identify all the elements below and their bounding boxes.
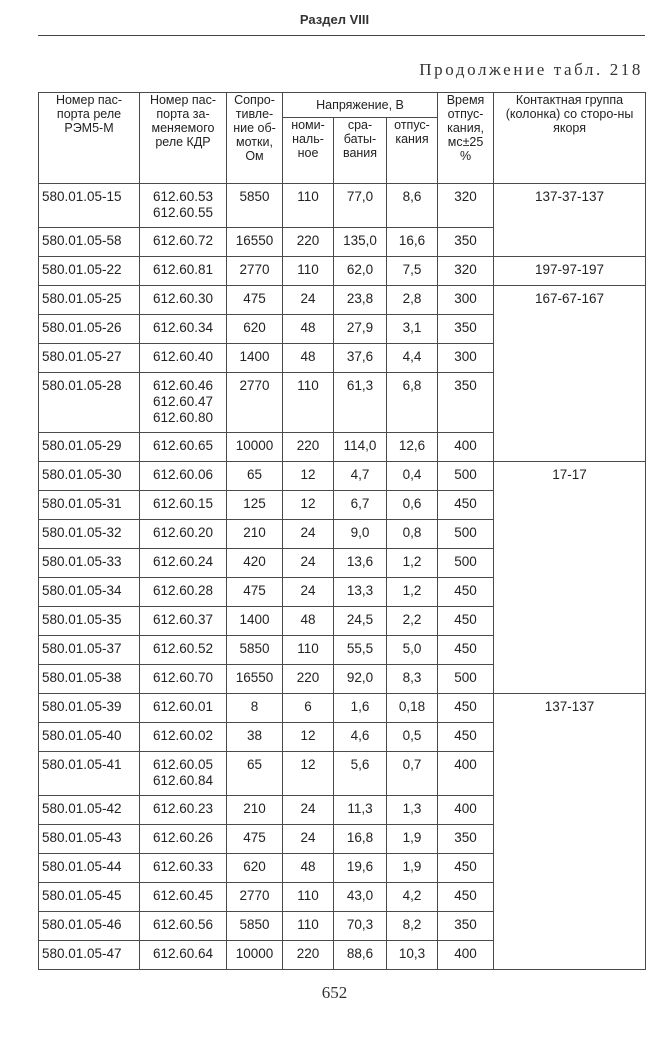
passport-kdr-value: 612.60.40 xyxy=(152,349,214,364)
release-time-cell: 450 xyxy=(438,723,494,752)
release-time-cell: 450 xyxy=(438,636,494,665)
voltage-release-cell: 1,2 xyxy=(387,549,438,578)
voltage-trigger-cell: 23,8 xyxy=(334,286,387,315)
release-time-cell: 300 xyxy=(438,344,494,373)
passport-kdr-cell xyxy=(140,694,227,723)
passport-kdr-cell xyxy=(140,854,227,883)
header-voltage-release: отпус-кания xyxy=(387,118,438,184)
voltage-nominal-cell: 48 xyxy=(283,344,334,373)
table-body xyxy=(39,184,646,970)
voltage-release-cell: 8,3 xyxy=(387,665,438,694)
voltage-nominal-cell: 24 xyxy=(283,578,334,607)
release-time-cell: 450 xyxy=(438,854,494,883)
passport-rem-cell: 580.01.05-29 xyxy=(39,433,140,462)
voltage-nominal-cell: 110 xyxy=(283,636,334,665)
resistance-cell: 65 xyxy=(227,462,283,491)
voltage-release-cell: 4,4 xyxy=(387,344,438,373)
voltage-release-cell: 0,8 xyxy=(387,520,438,549)
voltage-trigger-cell: 43,0 xyxy=(334,883,387,912)
header-contact-group: Контактная группа (колонка) со сторо-ны якоря xyxy=(494,93,646,184)
section-title: Раздел VIII xyxy=(299,12,370,27)
resistance-cell: 475 xyxy=(227,578,283,607)
release-time-cell: 400 xyxy=(438,433,494,462)
release-time-cell: 450 xyxy=(438,578,494,607)
voltage-nominal-cell: 220 xyxy=(283,228,334,257)
passport-kdr-value: 612.60.65 xyxy=(152,438,214,453)
contact-group-cell: 137-37-137 xyxy=(494,184,646,257)
contact-group-cell: 17-17 xyxy=(494,462,646,694)
contact-group-cell: 167-67-167 xyxy=(494,286,646,462)
resistance-cell: 5850 xyxy=(227,636,283,665)
voltage-trigger-cell: 5,6 xyxy=(334,752,387,796)
passport-kdr-cell xyxy=(140,184,227,228)
voltage-release-cell: 1,9 xyxy=(387,825,438,854)
passport-rem-cell: 580.01.05-27 xyxy=(39,344,140,373)
voltage-trigger-cell: 1,6 xyxy=(334,694,387,723)
release-time-cell: 350 xyxy=(438,228,494,257)
passport-kdr-cell xyxy=(140,883,227,912)
passport-kdr-value: 612.60.02 xyxy=(152,728,214,743)
resistance-cell: 38 xyxy=(227,723,283,752)
passport-kdr-value: 612.60.37 xyxy=(152,612,214,627)
table-row xyxy=(39,184,646,228)
voltage-nominal-cell: 24 xyxy=(283,825,334,854)
passport-kdr-value: 612.60.33 xyxy=(152,859,214,874)
voltage-nominal-cell: 110 xyxy=(283,184,334,228)
passport-kdr-value: 612.60.23 xyxy=(152,801,214,816)
voltage-nominal-cell: 12 xyxy=(283,752,334,796)
voltage-nominal-cell: 110 xyxy=(283,257,334,286)
passport-kdr-cell xyxy=(140,491,227,520)
resistance-cell: 475 xyxy=(227,825,283,854)
resistance-cell: 1400 xyxy=(227,344,283,373)
table-row xyxy=(39,257,646,286)
resistance-cell: 16550 xyxy=(227,665,283,694)
voltage-nominal-cell: 220 xyxy=(283,433,334,462)
page-number: 652 xyxy=(321,983,348,1002)
passport-rem-cell: 580.01.05-45 xyxy=(39,883,140,912)
passport-kdr-cell xyxy=(140,723,227,752)
release-time-cell: 400 xyxy=(438,941,494,970)
release-time-cell: 300 xyxy=(438,286,494,315)
resistance-cell: 5850 xyxy=(227,184,283,228)
passport-kdr-cell xyxy=(140,665,227,694)
passport-rem-cell: 580.01.05-32 xyxy=(39,520,140,549)
voltage-release-cell: 0,6 xyxy=(387,491,438,520)
voltage-nominal-cell: 48 xyxy=(283,315,334,344)
passport-kdr-value: 612.60.05 xyxy=(152,757,214,772)
voltage-trigger-cell: 92,0 xyxy=(334,665,387,694)
passport-kdr-cell xyxy=(140,228,227,257)
passport-kdr-cell xyxy=(140,433,227,462)
passport-kdr-cell xyxy=(140,941,227,970)
header-voltage: Напряжение, В xyxy=(283,93,438,118)
voltage-trigger-cell: 114,0 xyxy=(334,433,387,462)
release-time-cell: 350 xyxy=(438,373,494,433)
passport-kdr-cell xyxy=(140,825,227,854)
passport-rem-cell: 580.01.05-39 xyxy=(39,694,140,723)
voltage-release-cell: 3,1 xyxy=(387,315,438,344)
header-passport-kdr: Номер пас-порта за-меняемого реле КДР xyxy=(140,93,227,184)
passport-kdr-cell xyxy=(140,373,227,433)
passport-rem-cell: 580.01.05-28 xyxy=(39,373,140,433)
voltage-nominal-cell: 24 xyxy=(283,286,334,315)
header-release-time: Время отпус-кания, мс±25 % xyxy=(438,93,494,184)
resistance-cell: 475 xyxy=(227,286,283,315)
voltage-release-cell: 0,18 xyxy=(387,694,438,723)
passport-kdr-value: 612.60.30 xyxy=(152,291,214,306)
passport-kdr-value: 612.60.47 xyxy=(152,394,214,409)
voltage-nominal-cell: 24 xyxy=(283,549,334,578)
passport-kdr-cell xyxy=(140,520,227,549)
release-time-cell: 400 xyxy=(438,796,494,825)
passport-kdr-value: 612.60.70 xyxy=(152,670,214,685)
passport-rem-cell: 580.01.05-40 xyxy=(39,723,140,752)
resistance-cell: 2770 xyxy=(227,257,283,286)
resistance-cell: 210 xyxy=(227,796,283,825)
release-time-cell: 500 xyxy=(438,665,494,694)
passport-kdr-value: 612.60.52 xyxy=(152,641,214,656)
passport-kdr-value: 612.60.24 xyxy=(152,554,214,569)
passport-kdr-value: 612.60.56 xyxy=(152,917,214,932)
passport-rem-cell: 580.01.05-46 xyxy=(39,912,140,941)
voltage-nominal-cell: 110 xyxy=(283,912,334,941)
voltage-release-cell: 2,8 xyxy=(387,286,438,315)
passport-kdr-value: 612.60.20 xyxy=(152,525,214,540)
resistance-cell: 1400 xyxy=(227,607,283,636)
voltage-release-cell: 1,9 xyxy=(387,854,438,883)
table-continuation-caption: Продолжение табл. 218 xyxy=(419,60,643,79)
passport-kdr-cell xyxy=(140,636,227,665)
resistance-cell: 16550 xyxy=(227,228,283,257)
voltage-nominal-cell: 6 xyxy=(283,694,334,723)
voltage-release-cell: 2,2 xyxy=(387,607,438,636)
release-time-cell: 450 xyxy=(438,491,494,520)
passport-rem-cell: 580.01.05-31 xyxy=(39,491,140,520)
voltage-nominal-cell: 24 xyxy=(283,796,334,825)
voltage-trigger-cell: 13,3 xyxy=(334,578,387,607)
passport-kdr-value: 612.60.01 xyxy=(152,699,214,714)
passport-kdr-value: 612.60.84 xyxy=(152,773,214,788)
voltage-trigger-cell: 16,8 xyxy=(334,825,387,854)
voltage-trigger-cell: 77,0 xyxy=(334,184,387,228)
header-resistance: Сопро-тивле-ние об-мотки, Ом xyxy=(227,93,283,184)
voltage-nominal-cell: 12 xyxy=(283,491,334,520)
resistance-cell: 210 xyxy=(227,520,283,549)
voltage-nominal-cell: 110 xyxy=(283,373,334,433)
release-time-cell: 500 xyxy=(438,520,494,549)
table-row xyxy=(39,694,646,723)
passport-rem-cell: 580.01.05-26 xyxy=(39,315,140,344)
voltage-release-cell: 4,2 xyxy=(387,883,438,912)
voltage-trigger-cell: 55,5 xyxy=(334,636,387,665)
resistance-cell: 620 xyxy=(227,854,283,883)
passport-kdr-value: 612.60.06 xyxy=(152,467,214,482)
header-passport-rem: Номер пас-порта реле РЭМ5-М xyxy=(39,93,140,184)
relay-table xyxy=(38,92,646,970)
resistance-cell: 10000 xyxy=(227,941,283,970)
passport-rem-cell: 580.01.05-22 xyxy=(39,257,140,286)
voltage-trigger-cell: 4,6 xyxy=(334,723,387,752)
passport-rem-cell: 580.01.05-44 xyxy=(39,854,140,883)
passport-rem-cell: 580.01.05-37 xyxy=(39,636,140,665)
table-row xyxy=(39,462,646,491)
voltage-release-cell: 12,6 xyxy=(387,433,438,462)
passport-kdr-value: 612.60.72 xyxy=(152,233,214,248)
passport-kdr-cell xyxy=(140,578,227,607)
passport-kdr-value: 612.60.34 xyxy=(152,320,214,335)
passport-kdr-value: 612.60.53 xyxy=(152,189,214,204)
passport-kdr-value: 612.60.46 xyxy=(152,378,214,393)
release-time-cell: 320 xyxy=(438,257,494,286)
voltage-release-cell: 0,5 xyxy=(387,723,438,752)
release-time-cell: 350 xyxy=(438,912,494,941)
resistance-cell: 2770 xyxy=(227,373,283,433)
voltage-trigger-cell: 61,3 xyxy=(334,373,387,433)
passport-kdr-cell xyxy=(140,286,227,315)
resistance-cell: 420 xyxy=(227,549,283,578)
voltage-trigger-cell: 4,7 xyxy=(334,462,387,491)
passport-kdr-value: 612.60.28 xyxy=(152,583,214,598)
voltage-nominal-cell: 24 xyxy=(283,520,334,549)
resistance-cell: 125 xyxy=(227,491,283,520)
resistance-cell: 5850 xyxy=(227,912,283,941)
voltage-release-cell: 1,2 xyxy=(387,578,438,607)
voltage-release-cell: 6,8 xyxy=(387,373,438,433)
voltage-release-cell: 5,0 xyxy=(387,636,438,665)
release-time-cell: 500 xyxy=(438,549,494,578)
passport-kdr-cell xyxy=(140,344,227,373)
voltage-trigger-cell: 24,5 xyxy=(334,607,387,636)
passport-kdr-cell xyxy=(140,257,227,286)
passport-kdr-value: 612.60.55 xyxy=(152,205,214,220)
release-time-cell: 400 xyxy=(438,752,494,796)
voltage-nominal-cell: 48 xyxy=(283,854,334,883)
resistance-cell: 8 xyxy=(227,694,283,723)
passport-rem-cell: 580.01.05-42 xyxy=(39,796,140,825)
passport-kdr-value: 612.60.64 xyxy=(152,946,214,961)
passport-kdr-cell xyxy=(140,752,227,796)
voltage-trigger-cell: 135,0 xyxy=(334,228,387,257)
table-row xyxy=(39,286,646,315)
voltage-trigger-cell: 88,6 xyxy=(334,941,387,970)
voltage-trigger-cell: 27,9 xyxy=(334,315,387,344)
release-time-cell: 450 xyxy=(438,883,494,912)
resistance-cell: 10000 xyxy=(227,433,283,462)
passport-kdr-value: 612.60.45 xyxy=(152,888,214,903)
passport-rem-cell: 580.01.05-25 xyxy=(39,286,140,315)
voltage-nominal-cell: 110 xyxy=(283,883,334,912)
resistance-cell: 65 xyxy=(227,752,283,796)
header-voltage-nominal: номи-наль-ное xyxy=(283,118,334,184)
voltage-release-cell: 0,4 xyxy=(387,462,438,491)
passport-rem-cell: 580.01.05-33 xyxy=(39,549,140,578)
passport-kdr-value: 612.60.80 xyxy=(152,410,214,425)
passport-kdr-cell xyxy=(140,549,227,578)
voltage-nominal-cell: 48 xyxy=(283,607,334,636)
passport-rem-cell: 580.01.05-35 xyxy=(39,607,140,636)
passport-kdr-cell xyxy=(140,315,227,344)
passport-rem-cell: 580.01.05-30 xyxy=(39,462,140,491)
contact-group-cell: 197-97-197 xyxy=(494,257,646,286)
voltage-trigger-cell: 70,3 xyxy=(334,912,387,941)
voltage-trigger-cell: 37,6 xyxy=(334,344,387,373)
voltage-release-cell: 1,3 xyxy=(387,796,438,825)
voltage-trigger-cell: 11,3 xyxy=(334,796,387,825)
passport-kdr-value: 612.60.26 xyxy=(152,830,214,845)
voltage-trigger-cell: 6,7 xyxy=(334,491,387,520)
voltage-release-cell: 8,2 xyxy=(387,912,438,941)
passport-rem-cell: 580.01.05-41 xyxy=(39,752,140,796)
passport-rem-cell: 580.01.05-38 xyxy=(39,665,140,694)
release-time-cell: 350 xyxy=(438,825,494,854)
passport-rem-cell: 580.01.05-34 xyxy=(39,578,140,607)
passport-rem-cell: 580.01.05-47 xyxy=(39,941,140,970)
voltage-release-cell: 7,5 xyxy=(387,257,438,286)
passport-kdr-cell xyxy=(140,796,227,825)
contact-group-cell: 137-137 xyxy=(494,694,646,970)
voltage-nominal-cell: 12 xyxy=(283,462,334,491)
release-time-cell: 320 xyxy=(438,184,494,228)
voltage-release-cell: 16,6 xyxy=(387,228,438,257)
voltage-trigger-cell: 9,0 xyxy=(334,520,387,549)
passport-kdr-value: 612.60.15 xyxy=(152,496,214,511)
release-time-cell: 450 xyxy=(438,607,494,636)
voltage-trigger-cell: 19,6 xyxy=(334,854,387,883)
voltage-trigger-cell: 62,0 xyxy=(334,257,387,286)
passport-kdr-cell xyxy=(140,912,227,941)
resistance-cell: 620 xyxy=(227,315,283,344)
passport-kdr-value: 612.60.81 xyxy=(152,262,214,277)
release-time-cell: 500 xyxy=(438,462,494,491)
passport-kdr-cell xyxy=(140,607,227,636)
voltage-nominal-cell: 12 xyxy=(283,723,334,752)
passport-rem-cell: 580.01.05-43 xyxy=(39,825,140,854)
voltage-nominal-cell: 220 xyxy=(283,941,334,970)
top-rule xyxy=(38,35,645,36)
voltage-trigger-cell: 13,6 xyxy=(334,549,387,578)
passport-kdr-cell xyxy=(140,462,227,491)
passport-rem-cell: 580.01.05-15 xyxy=(39,184,140,228)
release-time-cell: 350 xyxy=(438,315,494,344)
header-voltage-trigger: сра-баты-вания xyxy=(334,118,387,184)
release-time-cell: 450 xyxy=(438,694,494,723)
voltage-release-cell: 0,7 xyxy=(387,752,438,796)
voltage-release-cell: 8,6 xyxy=(387,184,438,228)
passport-rem-cell: 580.01.05-58 xyxy=(39,228,140,257)
voltage-nominal-cell: 220 xyxy=(283,665,334,694)
voltage-release-cell: 10,3 xyxy=(387,941,438,970)
resistance-cell: 2770 xyxy=(227,883,283,912)
